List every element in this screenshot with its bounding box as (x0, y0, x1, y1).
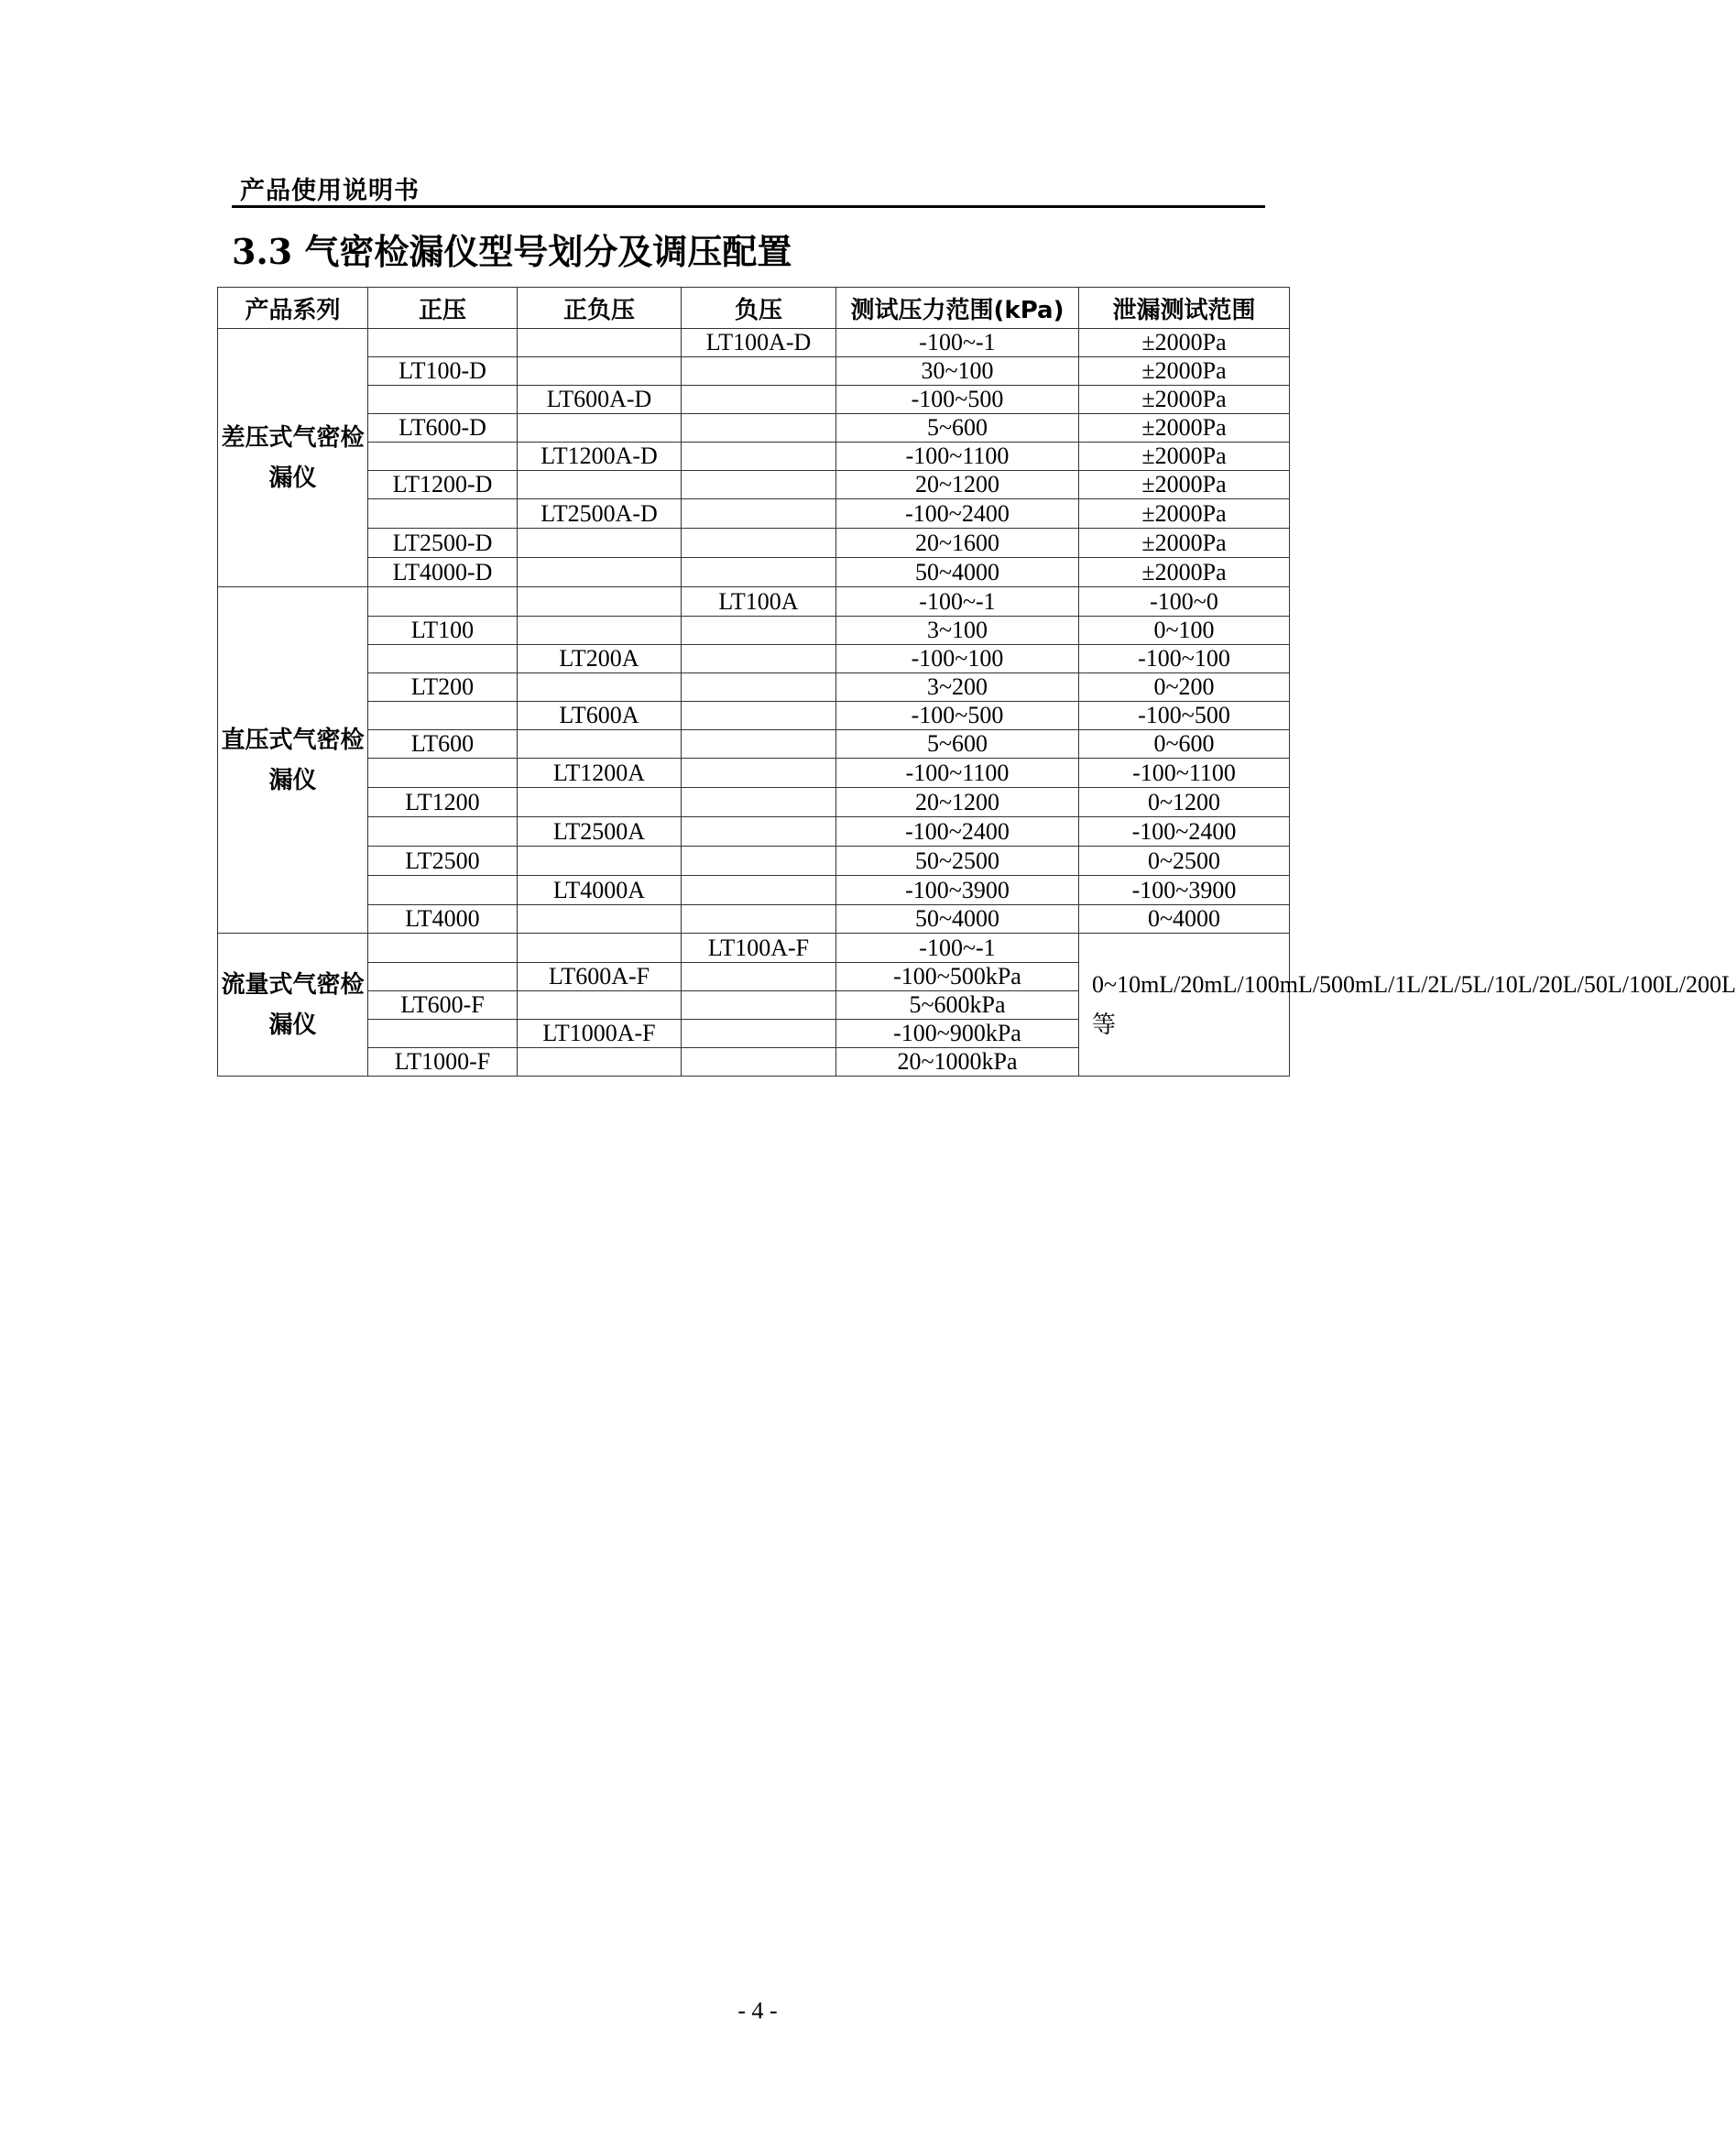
positive-model-cell (368, 386, 518, 414)
positive-negative-model-cell: LT600A (518, 702, 682, 730)
table-row (218, 876, 1290, 905)
positive-model-cell: LT200 (368, 673, 518, 702)
negative-model-cell (682, 1048, 836, 1077)
pressure-range-cell: 20~1200 (836, 788, 1079, 817)
positive-negative-model-cell: LT2500A-D (518, 499, 682, 529)
leak-range-cell: ±2000Pa (1079, 414, 1290, 443)
negative-model-cell (682, 558, 836, 587)
pressure-range-cell: -100~100 (836, 645, 1079, 673)
pressure-range-cell: -100~1100 (836, 443, 1079, 471)
series-name-cell: 差压式气密检漏仪 (218, 329, 368, 587)
leak-range-cell: 0~2500 (1079, 847, 1290, 876)
positive-negative-model-cell (518, 788, 682, 817)
positive-negative-model-cell (518, 991, 682, 1020)
negative-model-cell (682, 617, 836, 645)
leak-range-cell: ±2000Pa (1079, 471, 1290, 499)
negative-model-cell (682, 357, 836, 386)
pressure-range-cell: -100~3900 (836, 876, 1079, 905)
pressure-range-cell: 5~600 (836, 730, 1079, 759)
negative-model-cell (682, 529, 836, 558)
negative-model-cell (682, 876, 836, 905)
table-row (218, 730, 1290, 759)
leak-range-cell: 0~100 (1079, 617, 1290, 645)
header-series: 产品系列 (218, 288, 368, 329)
positive-negative-model-cell (518, 905, 682, 934)
negative-model-cell: LT100A-F (682, 934, 836, 963)
positive-negative-model-cell: LT1200A (518, 759, 682, 788)
negative-model-cell (682, 847, 836, 876)
pressure-range-cell: 5~600 (836, 414, 1079, 443)
positive-model-cell: LT1200-D (368, 471, 518, 499)
positive-negative-model-cell (518, 414, 682, 443)
positive-negative-model-cell: LT2500A (518, 817, 682, 847)
table-row (218, 357, 1290, 386)
positive-negative-model-cell (518, 357, 682, 386)
table-row (218, 702, 1290, 730)
positive-negative-model-cell (518, 558, 682, 587)
table-header-row (218, 288, 1290, 329)
negative-model-cell (682, 1020, 836, 1048)
positive-negative-model-cell (518, 587, 682, 617)
positive-negative-model-cell: LT200A (518, 645, 682, 673)
negative-model-cell (682, 759, 836, 788)
pressure-range-cell: -100~900kPa (836, 1020, 1079, 1048)
pressure-range-cell: -100~2400 (836, 499, 1079, 529)
leak-range-cell: ±2000Pa (1079, 443, 1290, 471)
pressure-range-cell: 3~100 (836, 617, 1079, 645)
pressure-range-cell: -100~1100 (836, 759, 1079, 788)
leak-range-cell: ±2000Pa (1079, 386, 1290, 414)
table-row (218, 645, 1290, 673)
negative-model-cell (682, 730, 836, 759)
table-row (218, 499, 1290, 529)
pressure-range-cell: -100~500kPa (836, 963, 1079, 991)
positive-model-cell (368, 1020, 518, 1048)
positive-negative-model-cell (518, 529, 682, 558)
negative-model-cell (682, 817, 836, 847)
model-spec-table (217, 287, 1736, 1077)
table-row (218, 817, 1290, 847)
positive-model-cell: LT2500 (368, 847, 518, 876)
pressure-range-cell: 50~2500 (836, 847, 1079, 876)
leak-range-cell: 0~600 (1079, 730, 1290, 759)
pressure-range-cell: -100~500 (836, 386, 1079, 414)
negative-model-cell (682, 414, 836, 443)
positive-model-cell (368, 702, 518, 730)
leak-range-cell: -100~0 (1079, 587, 1290, 617)
document-header-title: 产品使用说明书 (240, 177, 420, 205)
positive-negative-model-cell: LT1200A-D (518, 443, 682, 471)
leak-range-cell: 0~1200 (1079, 788, 1290, 817)
positive-negative-model-cell (518, 471, 682, 499)
table-row (218, 471, 1290, 499)
leak-range-cell: ±2000Pa (1079, 329, 1290, 357)
positive-negative-model-cell (518, 1048, 682, 1077)
header-negative: 负压 (682, 288, 836, 329)
leak-range-cell: -100~100 (1079, 645, 1290, 673)
negative-model-cell (682, 905, 836, 934)
positive-model-cell: LT100 (368, 617, 518, 645)
positive-negative-model-cell: LT4000A (518, 876, 682, 905)
positive-model-cell (368, 329, 518, 357)
pressure-range-cell: 5~600kPa (836, 991, 1079, 1020)
table-row (218, 847, 1290, 876)
table-row (218, 934, 1290, 963)
positive-model-cell: LT600-F (368, 991, 518, 1020)
positive-model-cell (368, 876, 518, 905)
negative-model-cell (682, 499, 836, 529)
positive-negative-model-cell: LT600A-F (518, 963, 682, 991)
pressure-range-cell: -100~-1 (836, 934, 1079, 963)
positive-negative-model-cell (518, 617, 682, 645)
table-row (218, 617, 1290, 645)
positive-model-cell (368, 645, 518, 673)
positive-model-cell: LT600 (368, 730, 518, 759)
pressure-range-cell: 50~4000 (836, 558, 1079, 587)
series-name-cell: 流量式气密检漏仪 (218, 934, 368, 1077)
header-positive: 正压 (368, 288, 518, 329)
positive-model-cell: LT100-D (368, 357, 518, 386)
negative-model-cell: LT100A (682, 587, 836, 617)
positive-model-cell: LT1200 (368, 788, 518, 817)
negative-model-cell (682, 673, 836, 702)
pressure-range-cell: 20~1600 (836, 529, 1079, 558)
positive-model-cell: LT600-D (368, 414, 518, 443)
pressure-range-cell: -100~500 (836, 702, 1079, 730)
positive-model-cell (368, 963, 518, 991)
positive-model-cell (368, 499, 518, 529)
header-positive-negative: 正负压 (518, 288, 682, 329)
leak-range-cell: ±2000Pa (1079, 357, 1290, 386)
negative-model-cell (682, 963, 836, 991)
table-row (218, 759, 1290, 788)
header-leak-range: 泄漏测试范围 (1079, 288, 1290, 329)
page-number: - 4 - (737, 1997, 778, 2024)
leak-range-cell: ±2000Pa (1079, 499, 1290, 529)
positive-model-cell (368, 443, 518, 471)
positive-negative-model-cell (518, 673, 682, 702)
pressure-range-cell: 30~100 (836, 357, 1079, 386)
positive-negative-model-cell: LT600A-D (518, 386, 682, 414)
table-row (218, 386, 1290, 414)
negative-model-cell (682, 386, 836, 414)
negative-model-cell (682, 443, 836, 471)
table-row (218, 414, 1290, 443)
table-row (218, 529, 1290, 558)
leak-range-cell: -100~500 (1079, 702, 1290, 730)
leak-range-cell: ±2000Pa (1079, 558, 1290, 587)
positive-model-cell: LT4000-D (368, 558, 518, 587)
positive-negative-model-cell (518, 329, 682, 357)
pressure-range-cell: -100~2400 (836, 817, 1079, 847)
leak-range-cell: 0~4000 (1079, 905, 1290, 934)
negative-model-cell (682, 991, 836, 1020)
negative-model-cell (682, 788, 836, 817)
positive-negative-model-cell: LT1000A-F (518, 1020, 682, 1048)
leak-range-cell: -100~2400 (1079, 817, 1290, 847)
negative-model-cell (682, 471, 836, 499)
pressure-range-cell: -100~-1 (836, 587, 1079, 617)
positive-model-cell (368, 759, 518, 788)
positive-negative-model-cell (518, 847, 682, 876)
positive-model-cell: LT4000 (368, 905, 518, 934)
positive-model-cell (368, 817, 518, 847)
table-row (218, 788, 1290, 817)
section-title: 3.3 气密检漏仪型号划分及调压配置 (232, 231, 792, 272)
table-row (218, 587, 1290, 617)
positive-model-cell (368, 587, 518, 617)
header-pressure-range: 测试压力范围(kPa) (836, 288, 1079, 329)
negative-model-cell (682, 645, 836, 673)
leak-range-cell: -100~3900 (1079, 876, 1290, 905)
pressure-range-cell: -100~-1 (836, 329, 1079, 357)
pressure-range-cell: 20~1200 (836, 471, 1079, 499)
positive-model-cell (368, 934, 518, 963)
table-row (218, 329, 1290, 357)
positive-model-cell: LT1000-F (368, 1048, 518, 1077)
header-divider (232, 205, 1265, 208)
positive-negative-model-cell (518, 730, 682, 759)
leak-range-cell: -100~1100 (1079, 759, 1290, 788)
leak-range-cell: ±2000Pa (1079, 529, 1290, 558)
leak-range-cell: 0~200 (1079, 673, 1290, 702)
table-row (218, 558, 1290, 587)
table-row (218, 443, 1290, 471)
table-body (218, 329, 1736, 1077)
positive-model-cell: LT2500-D (368, 529, 518, 558)
negative-model-cell (682, 702, 836, 730)
pressure-range-cell: 50~4000 (836, 905, 1079, 934)
negative-model-cell: LT100A-D (682, 329, 836, 357)
positive-negative-model-cell (518, 934, 682, 963)
leak-range-cell: 0~10mL/20mL/100mL/500mL/1L/2L/5L/10L/20L/50L/100L/200L 等 (1079, 934, 1290, 1077)
pressure-range-cell: 3~200 (836, 673, 1079, 702)
pressure-range-cell: 20~1000kPa (836, 1048, 1079, 1077)
series-name-cell: 直压式气密检漏仪 (218, 587, 368, 934)
table-row (218, 905, 1290, 934)
table-row (218, 673, 1290, 702)
